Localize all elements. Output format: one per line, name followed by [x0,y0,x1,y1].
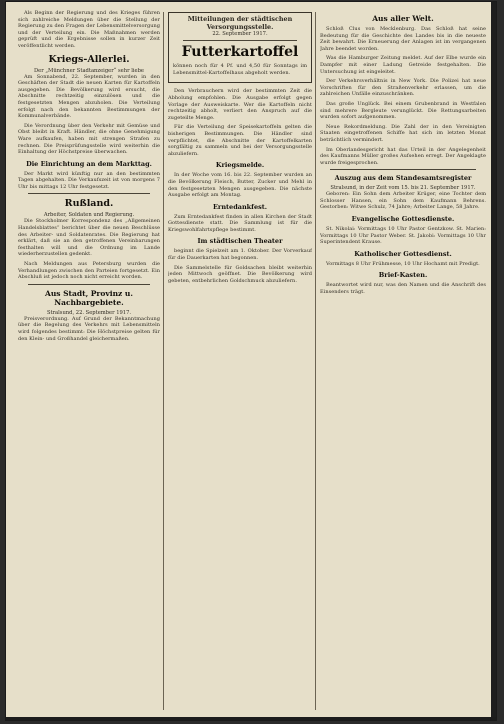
section-heading: Aus Stadt, Provinz u. Nachbargebiete. [45,288,133,307]
notice-box [168,12,312,83]
article-paragraph: Neue Rekordmeldung. Die Zahl der in den Vereinigten Staaten eingetroffenen Schiffe hat sich im letzten Monat beträchtlich vermindert. [320,123,486,143]
article-paragraph: Der Verkehrsverhältnis in New York. Die Polizei hat neue Vorschriften für den Straßenverkehr erlassen, um die zahlreichen Unfälle einzuschränken. [320,78,486,98]
article-subheading: Evangelische Gottesdienste. [351,215,455,224]
page-edge-shadow [491,2,496,720]
notice-text: können noch für 4 Pf. und 4,50 für Sonntags im Lebensmittel-Kartoffelhaus abgeholt werden. [173,63,307,76]
article-paragraph: Vormittags 8 Uhr Frühmesse, 10 Uhr Hochamt mit Predigt. [326,260,480,267]
section-heading: Auszug aus dem Standesamtsregister [334,174,472,183]
article-paragraph: Preisverordnung. Auf Grund der Bekanntmachung über die Regelung des Verkehrs mit Lebensmitteln wird folgendes bestimmt: Die Höchstpreise gelten für den Klein- und Großhandel gleichermaßen. [18,315,160,342]
article-subheading: Im städtischen Theater [197,237,283,246]
article-paragraph: Für die Verteilung der Speisekartoffeln gelten die bisherigen Bestimmungen. Die Händler sind verpflichtet, die Abschnitte der Kartoffelkarten sorgfältig zu sammeln und bei der Versorgungsstelle abzuliefern. [168,124,312,157]
article-subheading: Kriegsmelde. [215,161,265,170]
section-divider [330,169,476,170]
section-heading: Kriegs-Allerlei. [48,53,130,65]
article-paragraph: Zum Erntedankfest finden in allen Kirchen der Stadt Gottesdienste statt. Die Sammlung ist für die Kriegswohlfahrtspflege bestimmt. [168,213,312,233]
notice-headline: Futterkartoffel [181,44,299,61]
notice-divider [183,40,297,41]
article-subheading: Die Einrichtung an dem Markttag. [26,159,152,168]
article-paragraph: Das große Unglück. Bei einem Grubenbrand in Westfalen sind mehrere Bergleute verunglückt. Die Rettungsarbeiten wurden sofort aufgenommen. [320,100,486,121]
article-paragraph: Die Stockholmer Korrespondenz des „Allgemeinen Handelsblattes“ berichtet über die neuen Beschlüsse des Arbeiter- und Soldatenrates. Die Regierung hat erklärt, daß sie an den getroffenen Vereinbarungen festhalten will und die Ordnung im Lande wiederherzustellen gedenkt. [18,218,160,258]
newspaper-page [6,2,496,720]
section-heading: Aus aller Welt. [372,14,434,23]
page-bottom-edge [6,717,496,720]
section-heading: Rußland. [64,198,114,210]
article-paragraph: Den Verbrauchern wird der bestimmten Zeit die Abholung empfohlen. Die Ausgabe erfolgt gegen Vorlage der Ausweiskarte. Wer die Kartoffeln nicht rechtzeitig abholt, verliert den Anspruch auf die zugeteilte Menge. [168,88,312,121]
article-subheading: Brief-Kasten. [378,271,428,280]
section-subheading: Arbeiter, Soldaten und Regierung. [43,212,135,219]
column-right [320,10,486,712]
article-paragraph: In der Woche vom 16. bis 22. September wurden an die Bevölkerung Fleisch, Butter, Zucker und Mehl in den festgesetzten Mengen ausgegeben. Die nächste Ausgabe erfolgt am Montag. [168,172,312,199]
section-divider [28,193,150,194]
dateline: Stralsund, 22. September 1917. [46,309,132,316]
article-paragraph: Im Oberlandesgericht hat das Urteil in der Angelegenheit des Kaufmanns Müller großes Aufsehen erregt. Der Angeklagte wurde freigesprochen. [320,146,486,166]
section-divider [28,284,150,285]
article-paragraph: Schloß Clus von Mecklenburg. Das Schloß hat seine Bedeutung für die Geschichte des Landes bis in die neueste Zeit bewahrt. Die Erneuerung der Anlagen ist im vergangenen Jahre beendet worden. [320,26,486,52]
dateline: Stralsund, in der Zeit vom 15. bis 21. September 1917. [330,185,476,192]
article-paragraph: Die Verordnung über den Verkehr mit Gemüse und Obst bleibt in Kraft. Händler, die ohne Genehmigung Ware aufkaufen, haben mit strengen Strafen zu rechnen. Die Preisprüfungsstelle wird weiterhin die Einhaltung der Höchstpreise überwachen. [18,122,160,156]
article-paragraph: Was die Hamburger Zeitung meldet. Auf der Elbe wurde ein Dampfer mit einer Ladung Getreide festgehalten. Die Untersuchung ist eingeleitet. [320,55,486,75]
column-left [18,10,160,712]
article-paragraph: Der Markt wird künftig nur an den bestimmten Tagen abgehalten. Die Verkaufszeit ist von morgens 7 Uhr bis mittags 12 Uhr festgesetzt. [18,170,160,190]
intro-paragraph: Als Beginn der Regierung und des Krieges führen sich zahlreiche Meldungen über die Stellung der Regierung zu den Fragen der Lebensmittelversorgung und der Verteilung ein. Die Maßnahmen werden geprüft und die Ergebnisse sollen in kurzer Zeit veröffentlicht werden. [18,10,160,49]
notice-title: Mitteilungen der städtischen Versorgungsstelle. [187,15,293,31]
section-subheading: Der „Münchner Stadtanzeiger“ sehr liebe [33,67,144,74]
article-paragraph: Beantwortet wird nur, was den Namen und die Anschrift des Einsenders trägt. [320,282,486,296]
article-paragraph: St. Nikolai: Vormittags 10 Uhr Pastor Gentzkow. St. Marien: Vormittags 10 Uhr Pastor Weber. St. Jakobi: Vormittags 10 Uhr Superintendent Krause. [320,226,486,246]
article-paragraph: Geboren: Ein Sohn dem Arbeiter Krüger, eine Tochter dem Schlosser Hansen, ein Sohn dem Kaufmann Behrens. Gestorben: Witwe Schulz, 74 Jahre; Arbeiter Lange, 58 Jahre. [320,191,486,211]
article-paragraph: Am Sonnabend, 22. September, wurden in den Geschäften der Stadt die neuen Karten für Kartoffeln ausgegeben. Die Bevölkerung wird ersucht, die Abschnitte rechtzeitig einzulösen und die festgesetzten Mengen abzuholen. Die Verteilung erfolgt nach den bekannten Bestimmungen der Kommunalverbände. [18,73,160,120]
column-middle [168,10,312,712]
article-subheading: Katholischer Gottesdienst. [354,249,452,258]
column-divider [315,12,316,710]
article-subheading: Erntedankfest. [212,202,268,211]
notice-date: 22. September 1917. [212,31,268,38]
article-paragraph: Nach Meldungen aus Petersburg wurden die Verhandlungen zwischen den Parteien fortgesetzt. Ein Abschluß ist jedoch noch nicht erreicht worden. [18,261,160,281]
article-paragraph: beginnt die Spielzeit am 1. Oktober. Der Vorverkauf für die Dauerkarten hat begonnen. [168,248,312,262]
column-divider [163,12,164,710]
article-paragraph: Die Sammelstelle für Goldsachen bleibt weiterhin jeden Mittwoch geöffnet. Die Bevölkerung wird gebeten, entbehrlichen Goldschmuck abzuliefern. [168,264,312,284]
